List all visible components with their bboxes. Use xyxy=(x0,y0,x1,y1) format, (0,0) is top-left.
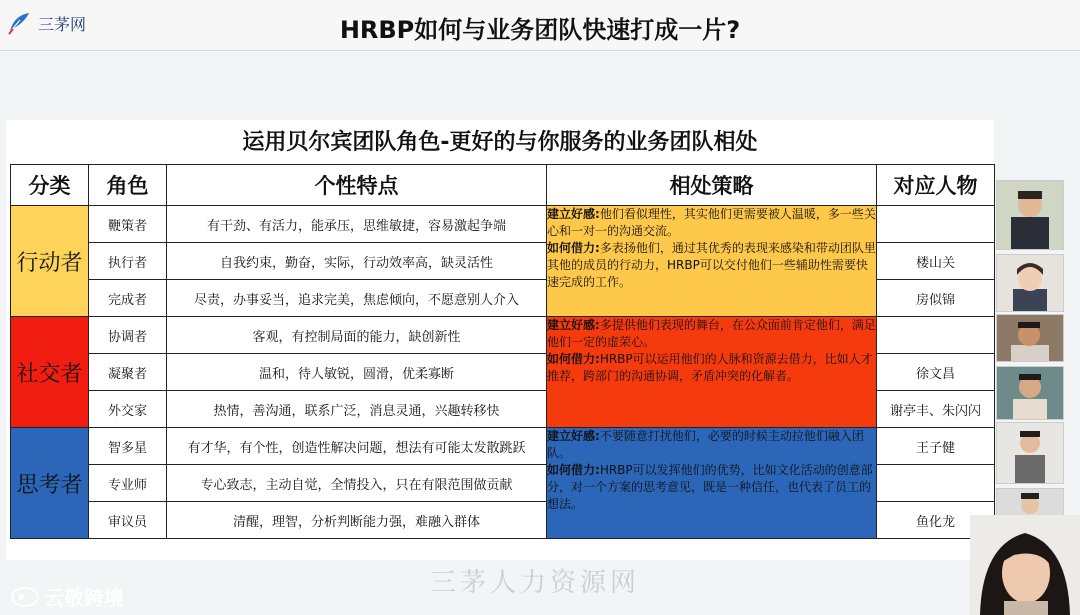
strategy-text: HRBP可以运用他们的人脉和资源去借力，比如人才推荐，跨部门的沟通协调，矛盾冲突的化解者。 xyxy=(547,352,873,383)
corner-watermark-text: 云敬跨境 xyxy=(44,586,124,610)
trait-cell: 专心致志，主动自觉，全情投入，只在有限范围做贡献 xyxy=(167,465,547,502)
trait-cell: 热情，善沟通，联系广泛，消息灵通，兴趣转移快 xyxy=(167,391,547,428)
trait-cell: 有才华，有个性，创造性解决问题，想法有可能太发散跳跃 xyxy=(167,428,547,465)
strategy-label: 如何借力: xyxy=(547,241,600,255)
strategy-label: 建立好感: xyxy=(547,429,600,443)
trait-cell: 有干劲、有活力，能承压，思维敏捷，容易激起争端 xyxy=(167,206,547,243)
trait-cell: 尽责，办事妥当，追求完美，焦虑倾向，不愿意别人介入 xyxy=(167,280,547,317)
column-header: 相处策略 xyxy=(547,165,877,206)
strategy-cell xyxy=(547,428,877,539)
role-cell: 协调者 xyxy=(89,317,167,354)
column-header: 个性特点 xyxy=(167,165,547,206)
person-cell xyxy=(877,206,995,243)
character-photo xyxy=(996,366,1064,420)
character-photo xyxy=(996,488,1064,516)
trait-cell: 清醒，理智，分析判断能力强，难融入群体 xyxy=(167,502,547,539)
role-cell: 外交家 xyxy=(89,391,167,428)
character-photo xyxy=(996,314,1064,362)
page-title: HRBP如何与业务团队快速打成一片? xyxy=(339,16,741,44)
character-photo xyxy=(996,180,1064,250)
character-photo xyxy=(996,422,1064,484)
strategy-text: 多表扬他们，通过其优秀的表现来感染和带动团队里其他的成员的行动力，HRBP可以交付他们一些辅助性需要快速完成的工作。 xyxy=(547,241,876,289)
category-cell: 行动者 xyxy=(11,206,89,317)
belbin-role-table xyxy=(10,164,995,539)
strategy-text: HRBP可以发挥他们的优势，比如文化活动的创意部分，对一个方案的思考意见，既是一种信任，也代表了员工的想法。 xyxy=(547,463,873,511)
role-cell: 鞭策者 xyxy=(89,206,167,243)
trait-cell: 客观，有控制局面的能力，缺创新性 xyxy=(167,317,547,354)
role-cell: 执行者 xyxy=(89,243,167,280)
person-cell: 王子健 xyxy=(877,428,995,465)
category-cell: 社交者 xyxy=(11,317,89,428)
table-row xyxy=(11,206,995,243)
person-cell: 徐文昌 xyxy=(877,354,995,391)
table-row xyxy=(11,428,995,465)
strategy-label: 建立好感: xyxy=(547,318,600,332)
trait-cell: 自我约束，勤奋，实际，行动效率高，缺灵活性 xyxy=(167,243,547,280)
category-cell: 思考者 xyxy=(11,428,89,539)
person-cell: 鱼化龙 xyxy=(877,502,995,539)
presenter-webcam xyxy=(970,515,1080,615)
role-cell: 完成者 xyxy=(89,280,167,317)
person-cell xyxy=(877,465,995,502)
strategy-text: 不要随意打扰他们，必要的时候主动拉他们融入团队。 xyxy=(547,429,864,460)
corner-watermark xyxy=(10,582,124,611)
person-cell xyxy=(877,317,995,354)
person-cell: 房似锦 xyxy=(877,280,995,317)
column-header: 角色 xyxy=(89,165,167,206)
column-header: 对应人物 xyxy=(877,165,995,206)
strategy-text: 多提供他们表现的舞台，在公众面前肯定他们，满足他们一定的虚荣心。 xyxy=(547,318,876,349)
role-cell: 专业师 xyxy=(89,465,167,502)
header-bar xyxy=(0,0,1080,51)
strategy-label: 建立好感: xyxy=(547,207,600,221)
role-cell: 智多星 xyxy=(89,428,167,465)
character-photo xyxy=(996,254,1064,312)
strategy-cell xyxy=(547,206,877,317)
table-row xyxy=(11,317,995,354)
role-cell: 审议员 xyxy=(89,502,167,539)
strategy-label: 如何借力: xyxy=(547,463,600,477)
strategy-text: 他们看似理性，其实他们更需要被人温暖，多一些关心和一对一的沟通交流。 xyxy=(547,207,876,238)
strategy-cell xyxy=(547,317,877,428)
logo-text: 三茅网 xyxy=(38,14,87,34)
slide xyxy=(6,120,994,560)
table-title: 运用贝尔宾团队角色-更好的与你服务的业务团队相处 xyxy=(242,130,758,155)
watermark-text: 三茅人力资源网 xyxy=(430,568,641,598)
table-header-row xyxy=(11,165,995,206)
badge-icon xyxy=(10,586,40,608)
person-cell: 谢亭丰、朱闪闪 xyxy=(877,391,995,428)
role-cell: 凝聚者 xyxy=(89,354,167,391)
person-cell: 楼山关 xyxy=(877,243,995,280)
trait-cell: 温和，待人敏锐，圆滑，优柔寡断 xyxy=(167,354,547,391)
strategy-label: 如何借力: xyxy=(547,352,600,366)
column-header: 分类 xyxy=(11,165,89,206)
